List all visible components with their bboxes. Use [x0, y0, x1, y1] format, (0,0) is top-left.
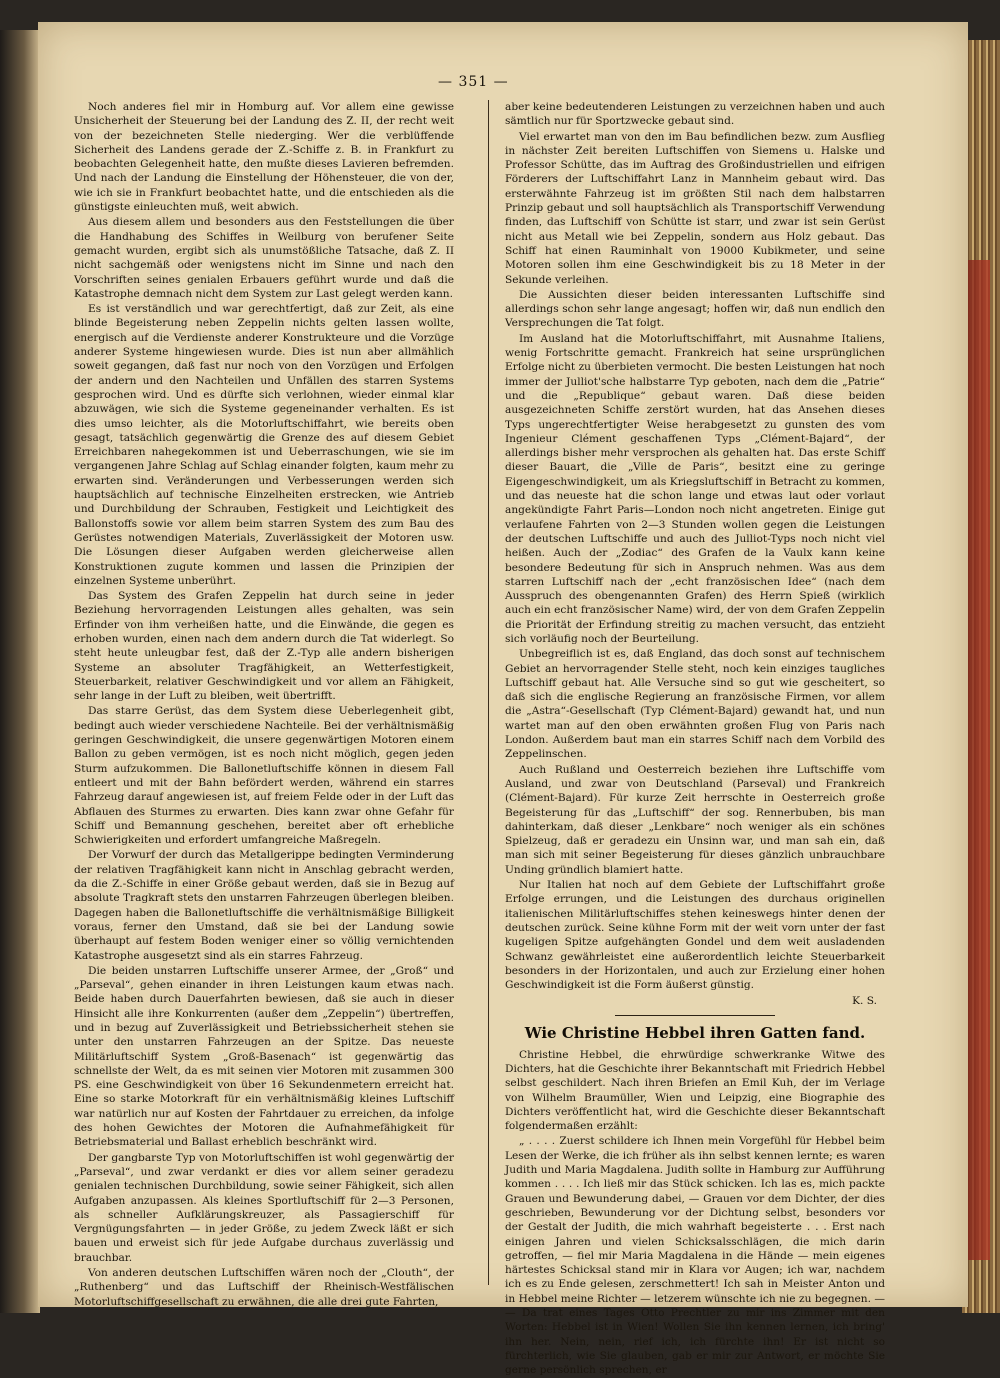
left-column [74, 100, 454, 1308]
paragraph: Es ist verständlich und war gerechtfertigt, daß zur Zeit, als eine blinde Begeisterung neben Zeppelin nichts gelten lassen wollte, energisch auf die Verdienste anderer Konstrukteure und die Vorzüge anderer Systeme hingewiesen wurde. Dies ist nun aber allmählich soweit gegangen, daß fast nur noch von den Vorzügen und Erfolgen der andern und den Nachteilen und Unfällen des starren Systems gesprochen wird. Und es dürfte sich verlohnen, wieder einmal klar abzuwägen, wie sich die Systeme gegeneinander verhalten. Es ist dies umso leichter, als die Motorluftschiffahrt, wie bereits oben gesagt, tatsächlich gegenwärtig die Grenze des auf diesem Gebiet Erreichbaren nahegekommen ist und Ueberraschungen, wie sie im vergangenen Jahre Schlag auf Schlag einander folgten, kaum mehr zu erwarten sind. Veränderungen und Verbesserungen werden sich hauptsächlich auf technische Einzelheiten erstrecken, wie Antrieb und Durchbildung der Schrauben, Festigkeit und Leichtigkeit des Ballonstoffs sowie vor allem beim starren System des zum Bau des Gerüstes notwendigen Materials, Zuverlässigkeit der Motoren usw. Die Lösungen dieser Aufgaben werden gleicherweise allen Konstruktionen zugute kommen und lassen die Prinzipien der einzelnen Systeme unberührt. [74, 303, 454, 587]
paragraph: Die Aussichten dieser beiden interessanten Luftschiffe sind allerdings schon sehr lange angesagt; hoffen wir, daß nun endlich den Versprechungen die Tat folgt. [505, 288, 885, 330]
paragraph: Von anderen deutschen Luftschiffen wären noch der „Clouth“, der „Ruthenberg“ und das Luftschiff der Rheinisch-Westfälischen Motorluftschiffgesellschaft zu erwähnen, die alle drei gute Fahrten, [74, 1267, 454, 1308]
paragraph: Die beiden unstarren Luftschiffe unserer Armee, der „Groß“ und „Parseval“, gehen einander in ihren Leistungen kaum etwas nach. Beide haben durch Dauerfahrten bewiesen, daß sie auch in dieser Hinsicht alle ihre Konkurrenten (außer dem „Zeppelin“) übertreffen, und in bezug auf Zuverlässigkeit und Betriebssicherheit stehen sie unter den unstarren Fahrzeugen an der Spitze. Das neueste Militärluftschiff System „Groß-Basenach“ ist gegenwärtig das schnellste der Welt, da es mit seinen vier Motoren mit zusammen 300 PS. eine Geschwindigkeit von über 16 Sekundenmetern erreicht hat. Eine so starke Motorkraft für ein verhältnismäßig kleines Luftschiff war natürlich nur auf Kosten der Fahrtdauer zu erreichen, da infolge des hohen Gewichtes der Motoren die Aufnahmefähigkeit für Betriebsmaterial und Ballast erheblich beschränkt wird. [74, 964, 454, 1149]
paragraph: aber keine bedeutenderen Leistungen zu verzeichnen haben und auch sämtlich nur für Sportzwecke gebaut sind. [505, 101, 885, 128]
paragraph: Der gangbarste Typ von Motorluftschiffen ist wohl gegenwärtig der „Parseval“, und zwar verdankt er dies vor allem seiner geradezu genialen technischen Durchbildung, sowie seiner Fähigkeit, sich allen Aufgaben anzupassen. Als kleines Sportluftschiff für 2—3 Personen, als schneller Aufklärungskreuzer, als Passagierschiff für Vergnügungsfahrten — in jeder Größe, zu jedem Zweck läßt er sich bauen und erweist sich für jede Aufgabe durchaus zuverlässig und brauchbar. [74, 1151, 454, 1264]
page-number: — 351 — [438, 74, 509, 90]
paragraph: Das System des Grafen Zeppelin hat durch seine in jeder Beziehung hervorragenden Leistungen alles gehalten, was sein Erfinder von ihm verheißen hatte, und die Einwände, die gegen es erhoben wurden, einen nach dem andern durch die Tat widerlegt. So steht heute unleugbar fest, daß der Z.-Typ alle andern bisherigen Systeme an absoluter Tragfähigkeit, an Wetterfestigkeit, Steuerbarkeit, relativer Geschwindigkeit und vor allem an Fähigkeit, sehr lange in der Luft zu bleiben, weit übertrifft. [74, 590, 454, 703]
article-headline: Wie Christine Hebbel ihren Gatten fand. [524, 1023, 866, 1042]
paragraph: Der Vorwurf der durch das Metallgerippe bedingten Verminderung der relativen Tragfähigkeit kann nicht in Anschlag gebracht werden, da die Z.-Schiffe in einer Größe gebaut werden, daß sie in Bezug auf absolute Tragkraft stets den unstarren Fahrzeugen überlegen bleiben. Dagegen haben die Ballonetluftschiffe die verhältnismäßige Billigkeit voraus, ferner den Umstand, daß sie bei der Landung sowie überhaupt auf festem Boden weniger einer so völlig vernichtenden Katastrophe ausgesetzt sind als ein starres Fahrzeug. [74, 849, 454, 962]
paragraph: Aus diesem allem und besonders aus den Feststellungen die über die Handhabung des Schiffes in Weilburg von berufener Seite gemacht wurden, ergibt sich als unumstößliche Tatsache, daß Z. II nicht sachgemäß oder wenigstens nicht im Sinne und nach den Vorschriften seines genialen Erbauers geführt wurde und daß die Katastrophe demnach nicht dem System zur Last gelegt werden kann. [74, 216, 454, 300]
book-binding-left [0, 30, 40, 1313]
column-divider [488, 100, 489, 1285]
paragraph: Christine Hebbel, die ehrwürdige schwerkranke Witwe des Dichters, hat die Geschichte ihrer Bekanntschaft mit Friedrich Hebbel selbst geschildert. Nach ihren Briefen an Emil Kuh, der im Verlage von Wilhelm Braumüller, Wien und Leipzig, eine Biographie des Dichters veröffentlicht hat, wird die Geschichte dieser Bekanntschaft folgendermaßen erzählt: [505, 1048, 885, 1133]
paragraph: Viel erwartet man von den im Bau befindlichen bezw. zum Ausflieg in nächster Zeit bereiten Luftschiffen von Siemens u. Halske und Professor Schütte, das im Auftrag des Großindustriellen und eifrigen Förderers der Luftschiffahrt Lanz in Mannheim gebaut wird. Das ersterwähnte Fahrzeug ist im größten Stil nach dem halbstarren Prinzip gebaut und soll hauptsächlich als Transportschiff Verwendung finden, das Luftschiff von Schütte ist starr, und zwar ist sein Gerüst nicht aus Metall wie bei Zeppelin, sondern aus Holz gebaut. Das Schiff hat einen Rauminhalt von 19000 Kubikmeter, und seine Motoren sollen ihm eine Geschwindigkeit bis zu 18 Meter in der Sekunde verleihen. [505, 130, 885, 286]
paragraph: Unbegreiflich ist es, daß England, das doch sonst auf technischem Gebiet an hervorragender Stelle steht, noch kein einziges taugliches Luftschiff gebaut hat. Alle Versuche sind so gut wie gescheitert, so daß sich die englische Regierung an französische Firmen, vor allem die „Astra“-Gesellschaft (Typ Clément-Bajard) gewandt hat, und nun wartet man auf den oben erwähnten großen Flug von Paris nach London. Außerdem baut man ein starres Schiff nach dem Vorbild des Zeppelinschen. [505, 648, 885, 761]
paragraph: Nur Italien hat noch auf dem Gebiete der Luftschiffahrt große Erfolge errungen, und die Leistungen des durchaus originellen italienischen Militärluftschiffes stehen keineswegs hinter denen der deutschen zurück. Seine kühne Form mit der weit vorn unter der fast kugeligen Spitze aufgehängten Gondel und dem weit ausladenden Schwanz gewährleistet eine außerordentlich leichte Steuerbarkeit besonders in der Horizontalen, und auch zur Erzielung einer hohen Geschwindigkeit ist die Form äußerst günstig. [505, 879, 885, 992]
paragraph: „ . . . . Zuerst schildere ich Ihnen mein Vorgefühl für Hebbel beim Lesen der Werke, die ich früher als ihn selbst kennen lernte; es waren Judith und Maria Magdalena. Judith sollte in Hamburg zur Aufführung kommen . . . . Ich ließ mir das Stück schicken. Ich las es, mich packte Grauen und Bewunderung dabei, — Grauen vor dem Dichter, der dies geschrieben, Bewunderung vor der Dichtung selbst, besonders vor der Gestalt der Judith, die mich wahrhaft begeisterte . . . Erst nach einigen Jahren und vielen Schicksalsschlägen, die mich darin getroffen, — fiel mir Maria Magdalena in die Hände — mein eigenes härtestes Schicksal stand mir in Klara vor Augen; ich war, nachdem ich es zu Ende gelesen, zerschmettert! Ich sah in Meister Anton und in Hebbel meine Richter — letzerem wünschte ich nie zu begegnen. — — Da trat eines Tages Otto Prechtler zu mir ins Zimmer mit den Worten: Hebbel ist in Wien! Wollen Sie ihn kennen lernen, ich bring' ihn her. Nein, nein, rief ich, ich fürchte ihn! Er ist nicht so fürchterlich, wie Sie glauben, gab er mir zur Antwort, er möchte Sie gerne persönlich sprechen, er [505, 1135, 885, 1377]
paragraph: Auch Rußland und Oesterreich beziehen ihre Luftschiffe vom Ausland, und zwar von Deutschland (Parseval) und Frankreich (Clément-Bajard). Für kurze Zeit herrschte in Oesterreich große Begeisterung für das „Luftschiff“ der sog. Rennerbuben, bis man dahinterkam, daß dieser „Lenkbare“ noch weniger als ein schönes Spielzeug, daß er geradezu ein Unsinn war, und man sah ein, daß man sich mit seiner Begeisterung für dieses gänzlich unbrauchbare Unding gründlich blamiert hatte. [505, 763, 885, 876]
right-column [505, 100, 885, 1377]
paragraph: Im Ausland hat die Motorluftschiffahrt, mit Ausnahme Italiens, wenig Fortschritte gemacht. Frankreich hat seine ursprünglichen Erfolge nicht zu überbieten vermocht. Die besten Leistungen hat noch immer der Julliot'sche halbstarre Typ geboten, nach dem die „Patrie“ und die „Republique“ gebaut waren. Daß diese beiden ausgezeichneten Schiffe zerstört wurden, hat das Ansehen dieses Typs ungerechtfertigter Weise herabgesetzt zu gunsten des vom Ingenieur Clément geschaffenen Typs „Clément-Bajard“, der allerdings bisher mehr versprochen als gehalten hat. Das erste Schiff dieser Bauart, die „Ville de Paris“, besitzt eine zu geringe Eigengeschwindigkeit, um als Kriegsluftschiff in Betracht zu kommen, und das neueste hat die schon lange und etwas laut oder vorlaut angekündigte Fahrt Paris—London noch nicht angetreten. Einige gut verlaufene Fahrten von 2—3 Stunden wollen gegen die Leistungen der deutschen Luftschiffe und auch des Julliot-Typs noch nicht viel heißen. Auch der „Zodiac“ des Grafen de la Vaulx kann keine besondere Bedeutung für sich in Anspruch nehmen. Was aus dem starren Luftschiff nach der „echt französischen Idee“ (nach dem Ausspruch des obengenannten Grafen) des Herrn Spieß (wirklich auch ein echt französischer Name) wird, der von dem Grafen Zeppelin die Priorität der Erfindung streitig zu machen versucht, das entzieht sich vorläufig noch der Beurteilung. [505, 332, 885, 645]
section-rule [615, 1015, 775, 1016]
paragraph: Noch anderes fiel mir in Homburg auf. Vor allem eine gewisse Unsicherheit der Steuerung bei der Landung des Z. II, der recht weit von der bezeichneten Stelle niederging. Wer die verblüffende Sicherheit des Landens gerade der Z.-Schiffe z. B. in Frankfurt zu beobachten Gelegenheit hatte, den mußte dieses Lavieren befremden. Und nach der Landung die Einstellung der Höhensteuer, die von der, wie ich sie in Frankfurt beobachtet hatte, und die entschieden als die günstigste einleuchten muß, weit abwich. [74, 101, 454, 214]
article-signature: K. S. [852, 995, 877, 1008]
paragraph: Das starre Gerüst, das dem System diese Ueberlegenheit gibt, bedingt auch wieder verschiedene Nachteile. Bei der verhältnismäßig geringen Geschwindigkeit, die unsere gegenwärtigen Motoren einem Ballon zu geben vermögen, ist es noch nicht möglich, gegen jeden Sturm aufzukommen. Die Ballonetluftschiffe können in diesem Fall entleert und mit der Bahn befördert werden, während ein starres Fahrzeug darauf angewiesen ist, auf freiem Felde oder in der Luft das Abflauen des Sturmes zu erwarten. Dies kann zwar ohne Gefahr für Schiff und Bemannung geschehen, bereitet aber oft erhebliche Schwierigkeiten und erfordert umfangreiche Maßregeln. [74, 705, 454, 847]
